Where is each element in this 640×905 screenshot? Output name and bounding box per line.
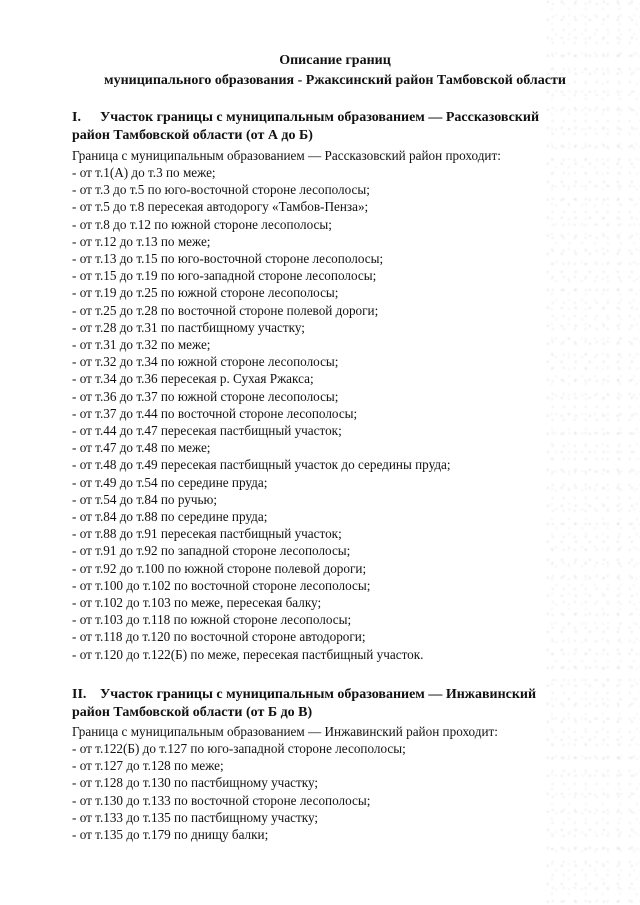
section-1-list [72,164,451,663]
boundary-segment-item: - от т.34 до т.36 пересекая р. Сухая Ржакса; [72,371,314,387]
boundary-segment-item: - от т.15 до т.19 по юго-западной стороне лесополосы; [72,268,377,284]
boundary-segment-item: - от т.128 до т.130 по пастбищному участку; [72,775,319,791]
boundary-segment-item: - от т.92 до т.100 по южной стороне полевой дороги; [72,560,367,576]
boundary-segment-item: - от т.44 до т.47 пересекая пастбищный участок; [72,423,342,439]
boundary-segment-item: - от т.135 до т.179 по днищу балки; [72,827,269,843]
boundary-segment-item: - от т.84 до т.88 по середине пруда; [72,509,268,525]
boundary-segment-item: - от т.103 до т.118 по южной стороне лесополосы; [72,612,352,628]
boundary-segment-item: - от т.102 до т.103 по меже, пересекая балку; [72,595,322,611]
boundary-segment-item: - от т.31 до т.32 по меже; [72,337,211,353]
section-2-heading [72,686,592,722]
section-2-heading-line1 [72,686,592,704]
section-1-heading-line2: район Тамбовской области (от А до Б) [72,128,313,143]
boundary-segment-item: - от т.25 до т.28 по восточной стороне полевой дороги; [72,302,379,318]
boundary-segment-item: - от т.127 до т.128 по меже; [72,758,224,774]
boundary-segment-item: - от т.32 до т.34 по южной стороне лесополосы; [72,354,339,370]
section-1-number: I. [72,110,81,125]
boundary-segment-item: - от т.48 до т.49 пересекая пастбищный участок до середины пруда; [72,457,451,473]
boundary-segment-item: - от т.3 до т.5 по юго-восточной стороне лесополосы; [72,182,370,198]
boundary-segment-item: - от т.100 до т.102 по восточной стороне лесополосы; [72,577,371,593]
boundary-segment-item: - от т.12 до т.13 по меже; [72,233,211,249]
section-2-intro: Граница с муниципальным образованием — Инжавинский район проходит: [72,724,498,739]
section-1-intro: Граница с муниципальным образованием — Рассказовский район проходит: [72,148,501,163]
boundary-segment-item: - от т.133 до т.135 по пастбищному участку; [72,809,319,825]
boundary-segment-item: - от т.91 до т.92 по западной стороне лесополосы; [72,543,351,559]
boundary-segment-item: - от т.88 до т.91 пересекая пастбищный участок; [72,526,342,542]
section-2-list [72,740,406,843]
boundary-segment-item: - от т.37 до т.44 по восточной стороне лесополосы; [72,405,358,421]
boundary-segment-item: - от т.13 до т.15 по юго-восточной стороне лесополосы; [72,251,384,267]
boundary-segment-item: - от т.1(А) до т.3 по меже; [72,165,216,180]
section-1-heading-line1 [72,109,592,127]
boundary-segment-item: - от т.54 до т.84 по ручью; [72,491,217,507]
section-2-heading-text1: Участок границы с муниципальным образованием — Инжавинский [100,687,537,702]
boundary-segment-item: - от т.47 до т.48 по меже; [72,440,211,456]
boundary-segment-item: - от т.118 до т.120 по восточной стороне автодороги; [72,629,366,645]
section-2-number: II. [72,687,87,702]
section-1-heading-text1: Участок границы с муниципальным образованием — Рассказовский [100,110,540,125]
boundary-segment-item: - от т.130 до т.133 по восточной стороне лесополосы; [72,792,371,808]
boundary-segment-item: - от т.122(Б) до т.127 по юго-западной стороне лесополосы; [72,741,406,756]
document-title: Описание границ [279,53,391,68]
boundary-segment-item: - от т.5 до т.8 пересекая автодорогу «Тамбов-Пенза»; [72,199,369,215]
boundary-segment-item: - от т.36 до т.37 по южной стороне лесополосы; [72,388,339,404]
boundary-segment-item: - от т.19 до т.25 по южной стороне лесополосы; [72,285,339,301]
section-2-heading-line2: район Тамбовской области (от Б до В) [72,705,313,720]
boundary-segment-item: - от т.49 до т.54 по середине пруда; [72,474,268,490]
section-1-heading [72,109,592,145]
boundary-segment-item: - от т.120 до т.122(Б) по меже, пересекая пастбищный участок. [72,646,424,662]
boundary-segment-item: - от т.8 до т.12 по южной стороне лесополосы; [72,216,332,232]
document-subtitle: муниципального образования - Ржаксинский район Тамбовской области [104,73,566,88]
boundary-segment-item: - от т.28 до т.31 по пастбищному участку; [72,319,305,335]
